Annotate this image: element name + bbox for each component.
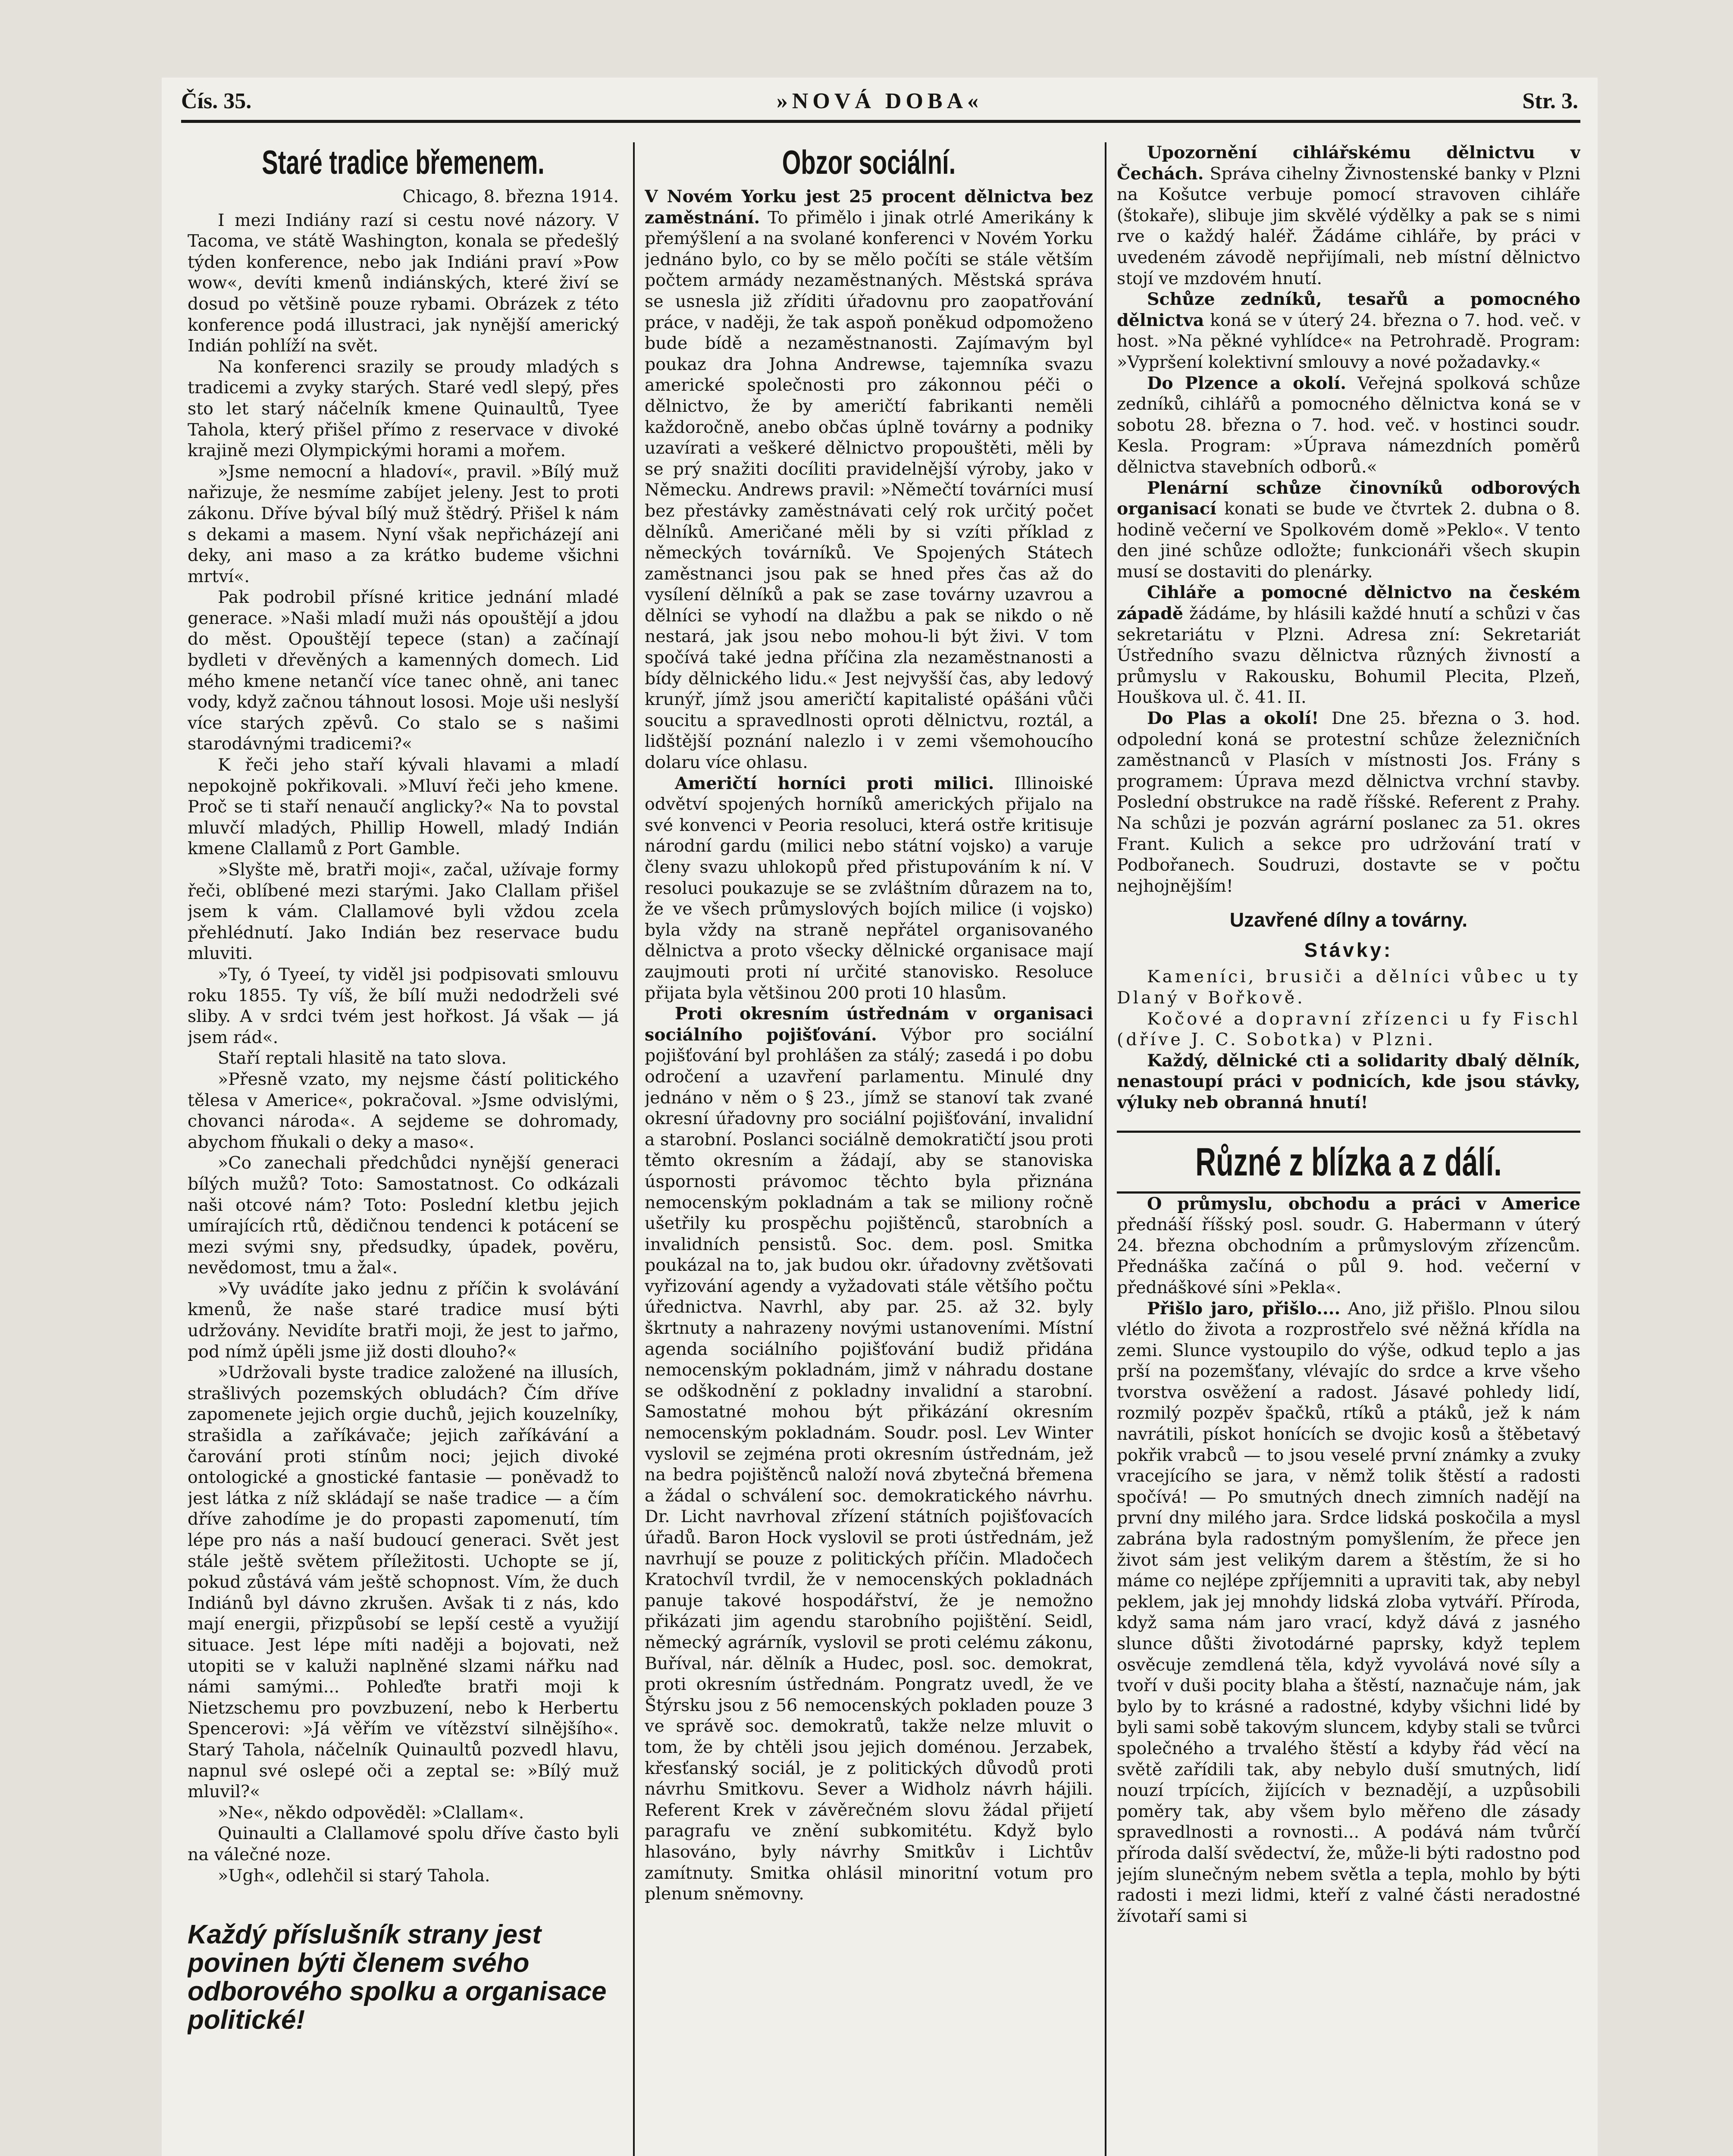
misc-text: Ano, již přišlo. Plnou silou vlétlo do života a rozprostřelo své něžná křídla na zemi. Slunce vystoupilo do výše, odkud teplo a jas prší na pozemšťany, vlévajíc do srdce a krve všeho tvorstva osvěžení a radost. Jásavé pohledy lidí, rozmilý pozpěv špačků, rtíků a ptáků, jež k nám navrátili, pískot honících se dvojic kosů a štěbetavý pokřik vrabců — to jsou veselé první známky a zvuky vracejícího se jara, v němž tolik štěstí a radosti spočívá! — Po smutných dnech zimních nadějí na první dny milého jara. Srdce lidská poskočila a mysl zabrána byla radostným pomyšlením, že přece jen život sám jest velikým darem a štěstím, že si ho máme co nejlépe zpříjemniti a upraviti tak, aby nebyl peklem, jak jej mnohdy lidská zloba vytváří. Příroda, když sama nám jaro vrací, když dává z jasného slunce důšti životodárné paprsky, když teplem osvěcuje zemdlená těla, když vyvolává nové síly a tvoří v duši pocity blaha a štěstí, naznačuje nám, jak bylo by to krásné a radostné, kdyby všichni lidé by byli sami sobě takovým sluncem, kdyby stali se tvůrci společného a trvalého štěstí a kdyby řád věcí na světě zařídili tak, aby nebylo duší smutných, lidí nouzí trpících, žijících v beznadějí, a uzpůsobili poměry tak, aby všem bylo měřeno dle zásady spravedlnosti a rovnosti... A podává nám tvůrčí příroda další svědectví, že, může-li býti radostno pod jejím slunečným nebem světla a tepla, mohlo by býti radosti i mezi lidmi, kteří z valné části neradostné žívotaří sami si bbox=[1117, 1298, 1580, 1926]
article-paragraph: »Ty, ó Tyeeí, ty viděl jsi podpisovati smlouvu roku 1855. Ty víš, že bílí muži nedodrželi své sliby. A v srdci tvém jest hořkost. Já však — já jsem rád«. bbox=[188, 964, 619, 1047]
page-number: Str. 3. bbox=[1522, 89, 1578, 113]
notice-text: konati se bude ve čtvrtek 2. dubna o 8. hodině večerní ve Spolkovém domě »Peklo«. V tento den jiné schůze odložte; funkcionáři všech skupin musí se dostaviti do plenárky. bbox=[1117, 499, 1580, 582]
notice-text: Správa cihelny Živnostenské banky v Plzni na Košutce verbuje pomocí stravoven cihláře (štokaře), slibuje jim skvělé výdělky a pak se s nimi rve o každý haléř. Žádáme cihláře, by práci v uvedeném závodě nepřijímali, neb místní dělnictvo stojí ve mzdovém hnutí. bbox=[1117, 163, 1580, 288]
notice-text: žádáme, by hlásili každé hnutí a schůzi v čas sekretariátu v Plzni. Adresa zní: Sekretariát Ústředního svazu dělnictva různých živností a průmyslu v Rakousku, Bohumil Plecita, Plzeň, Houškova ul. č. 41. II. bbox=[1117, 604, 1580, 708]
article-paragraph: K řeči jeho staří kývali hlavami a mladí nepokojně pokřikovali. »Mluví řeči jeho kmene. Proč se ti staří nenaučí anglicky?« Na to povstal mluvčí mladých, Phillip Howell, mladý Indián kmene Clallamů z Port Gamble. bbox=[188, 755, 619, 859]
strike-item: Kameníci, brusiči a dělníci vůbec u ty Dlaný v Bořkově. bbox=[1117, 967, 1580, 1008]
article-headline: Staré tradice břemenem. bbox=[262, 143, 545, 181]
misc-lead: O průmyslu, obchodu a práci v Americe bbox=[1147, 1194, 1580, 1214]
notice-item bbox=[1117, 289, 1580, 373]
notice-lead: Do Plzence a okolí. bbox=[1147, 373, 1346, 393]
notice-item bbox=[1117, 478, 1580, 583]
news-item-lead: Proti okresním ústřednám v organisaci sociálního pojišťování. bbox=[645, 1004, 1093, 1045]
misc-item bbox=[1117, 1194, 1580, 1298]
column-2 bbox=[645, 142, 1093, 2156]
misc-item bbox=[1117, 1298, 1580, 1927]
article-paragraph: »Co zanechali předchůdci nynější generaci bílých mužů? Toto: Samostatnost. Co odkázali naši otcové nám? Toto: Poslední kletbu jejich umírajících rtů, dědičnou tendenci k potácení se mezi svými sny, předsudky, úpadek, pověru, nevědomost, tmu a žal«. bbox=[188, 1153, 619, 1278]
closed-shops-heading: Uzavřené dílny a továrny. bbox=[1229, 909, 1468, 931]
article-paragraph: »Slyšte mě, bratři moji«, začal, užívaje formy řeči, oblíbené mezi starými. Jako Clallam přišel jsem k vám. Clallamové byli vždou zcela přehlédnutí. Jako Indián bez reservace budu mluviti. bbox=[188, 860, 619, 964]
news-item-lead: Američtí horníci proti milici. bbox=[675, 773, 994, 793]
notice-item bbox=[1117, 708, 1580, 896]
dateline: Chicago, 8. března 1914. bbox=[402, 187, 619, 207]
notice-lead: Do Plas a okolí! bbox=[1147, 708, 1319, 729]
news-item-text: Illinoiské odvětví spojených horníků amerických přijalo na své konvenci v Peoria resoluci, která ostře kritisuje národní gardu (milici nebo státní vojsko) a varuje členy svazu uhlokopů před přistupováním k ní. V resoluci poukazuje se se zvláštním důrazem na to, že ve všech průmyslových bojích milice (i vojsko) byla vždy na straně nepřátel organisovaného dělnictva a proto všecky dělnické organisace mají zaujmouti proti ní určité stanovisko. Resoluce přijata byla většinou 200 proti 10 hlasům. bbox=[645, 773, 1093, 1003]
article-paragraph: »Vy uvádíte jako jednu z příčin k svolávání kmenů, že naše staré tradice musí býti udržovány. Nevidíte bratři moji, že jest to jařmo, pod nímž úpěli jsme již dosti dlouho?« bbox=[188, 1279, 619, 1362]
notice-item bbox=[1117, 373, 1580, 478]
section-heading-box bbox=[1117, 1131, 1580, 1194]
article-paragraph: »Udržovali byste tradice založené na illusích, strašlivých pozemských obludách? Čím dříve zapomenete jejich orgie duchů, jejich kouzelníky, strašidla a zaříkávače; jejich zaříkávání a čarování proti stínům noci; jejich divoké ontologické a gnostické fantasie — poněvadž to jest látka z níž skládají se naše tradice — a čím dříve zahodíme je do propasti zapomenutí, tím lépe pro nás a naší budoucí generaci. Svět jest stále ještě světem příležitosti. Uchopte se jí, pokud zůstává vám ještě schopnost. Vím, že duch Indiánů byl dávno zkrušen. Avšak ti z nás, kdo mají energii, přizpůsobí se lepší cestě a využijí situace. Jest lépe míti naději a bojovati, než utopiti se v kaluži naplněné slzami nářku nad námi samými... Pohleďte bratři moji k Nietzschemu pro povzbuzení, nebo k Herbertu Spencerovi: »Já věřím ve vítězství silnějšího«. Starý Tahola, náčelník Quinaultů pozvedl hlavu, napnul své oslepé oči a zeptal se: »Bílý muž mluvil?« bbox=[188, 1363, 619, 1802]
news-item bbox=[645, 186, 1093, 773]
notice-lead: Upozornění cihlářskému dělnictvu v Čechách. bbox=[1117, 143, 1580, 184]
column-3 bbox=[1117, 142, 1580, 2156]
party-appeal: Každý příslušník strany jest povinen býti členem svého odborového spolku a organisace politické! bbox=[188, 1920, 607, 2035]
notice-item bbox=[1117, 582, 1580, 708]
article-paragraph: »Přesně vzato, my nejsme částí politického tělesa v Americe«, pokračoval. »Jsme odvislými, chovanci národa«. A sejdeme se dohromady, abychom fňukali o deky a maso«. bbox=[188, 1069, 619, 1152]
issue-number: Čís. 35. bbox=[181, 89, 252, 113]
article-paragraph: »Ne«, někdo odpověděl: »Clallam«. bbox=[218, 1802, 524, 1823]
column-1 bbox=[188, 142, 619, 2156]
article-paragraph: Quinaulti a Clallamové spolu dříve často byli na válečné noze. bbox=[188, 1824, 619, 1865]
column-divider-2 bbox=[1105, 142, 1106, 2156]
newspaper-title: »NOVÁ DOBA« bbox=[776, 89, 983, 113]
news-item-text: To přimělo i jinak otrlé Amerikány k přemýšlení a na svolané konferenci v Novém Yorku jednáno bylo, co by se mělo počíti se stále větším počtem armády nezaměstnaných. Městská správa se usnesla již zříditi úřadovnu pro zaopatřování práce, v naději, že tak aspoň poněkud odpomoženo bude bídě a nezaměstnanosti. Zajímavým byl poukaz dra Johna Andrewse, tajemníka svazu americké společnosti pro zákonnou péči o dělnictvo, že by američtí fabrikanti neměli každoročně, anebo občas úplně továrny a podniky uzavírati a veškeré dělnictvo propouštěti, měli by se prý snažiti docíliti pravidelnější výroby, jako v Německu. Andrews pravil: »Němečtí továrníci musí bez přestávky zaměstnávati celý rok určitý počet dělníků. Američané měli by si vzíti příklad z německých továrníků. Ve Spojených Státech zaměstnanci jsou pak se hned přes čas až do vysílení dělníků a pak se zase továrny uzavrou a dělníci se vyhodí na dlažbu a pak se nikdo o ně nestará, jak jsou nebo mohou-li být živi. V tom spočívá také jedna příčina zla nezaměstnanosti a bídy dělnického lidu.« Jest nejvyšší čas, aby ledový krunýř, jímž jsou američtí kapitalisté opášáni vůči soucitu a spravedlnosti oproti dělnictvu, roztál, a lidštější poznání nalezlo i v zemi všemohoucího dolaru více ohlasu. bbox=[645, 207, 1093, 773]
article-paragraph: »Ugh«, odlehčil si starý Tahola. bbox=[218, 1865, 490, 1886]
notice-text: Veřejná spolková schůze zedníků, cihlářů a pomocného dělnictva koná se v sobotu 28. března o 7. hod. več. v hostinci soudr. Kesla. Program: »Úprava námezdních poměrů dělnictva stavebních odborů.« bbox=[1117, 373, 1580, 477]
article-paragraph: Na konferenci srazily se proudy mladých s tradicemi a zvyky starých. Staré vedl slepý, přes sto let starý náčelník kmene Quinaultů, Tyee Tahola, který přišel přímo z reservace v divoké krajině mezi Olympickými horami a mořem. bbox=[188, 357, 619, 461]
misc-lead: Přišlo jaro, přišlo.... bbox=[1147, 1298, 1341, 1319]
notice-text: koná se v úterý 24. března o 7. hod. več. v host. »Na pěkné vyhlídce« na Petrohradě. Program: »Vypršení kolektivní smlouvy a nové požadavky.« bbox=[1117, 310, 1580, 372]
notice-lead: Plenární schůze činovníků odborových organisací bbox=[1117, 478, 1580, 519]
notice-lead: Cihláře a pomocné dělnictvo na českém západě bbox=[1117, 583, 1580, 624]
section-headline: Různé z blízka a z dálí. bbox=[1195, 1140, 1502, 1184]
news-item-text: Výbor pro sociální pojišťování byl prohlášen za stálý; zasedá i po dobu odročení a uzavření parlamentu. Minulé dny jednáno v něm o § 23., jímž se stanoví tak zvané okresní úřadovny pro sociální pojišťování, invalidní a starobní. Poslanci sociálně demokratičtí jsou proti těmto okresním a žádají, aby se stanoviska úspornosti právomoc těchto byla přiznána nemocenským pokladnám a tak se miliony ročně ušetřily ku prospěchu pojištěnců, starobních a invalidních pensistů. Soc. dem. posl. Smitka poukázal na to, jak budou okr. úřadovny zvětšovati vyřizování agendy a vyžadovati stále většího počtu úřednictva. Navrhl, aby par. 25. až 32. byly škrtnuty a nahrazeny novými ustanoveními. Místní agenda sociálního pojišťování budiž přidána nemocenským pokladnám, jimž v náhradu dostane se odškodnění z pokladny invalidní a starobní. Samostatné mohou být přikázání okresním nemocenským pokladnám. Soudr. posl. Lev Winter vyslovil se zejména proti okresním ústřednám, jež na bedra pojištěnců naloží nová zbytečná břemena a žádal o schválení soc. demokratického návrhu. Dr. Licht navrhoval zřízení státních pojišťovacích úřadů. Baron Hock vyslovil se proti ústřednám, jež navrhují se pouze z politických příčin. Mladočech Kratochvíl tvrdil, že v nemocenských pokladnách panuje takové hospodářství, že je nemožno přikázati jim agendu starobního pojištění. Seidl, německý agrárník, vyslovil se proti celému zákonu, Buříval, nár. dělník a Hudec, posl. soc. demokrat, proti okresním ústřednám. Pongratz uvedl, že ve Štýrsku jsou z 56 nemocenských pokladen pouze 3 ve správě soc. demokratů, takže nelze mluvit o tom, že by chtěli jsou jejich doménou. Jerzabek, křesťanský sociál, je z politických důvodů proti návrhu Smitkovu. Sever a Widholz návrh hájili. Referent Krek v závěrečném slovu žádal přijetí paragrafu ve znění subkomitétu. Když bylo hlasováno, byly návrhy Smitkův i Lichtův zamítnuty. Smitka ohlásil minoritní votum pro plenum sněmovny. bbox=[645, 1025, 1093, 1904]
misc-text: přednáší říšský posl. soudr. G. Habermann v úterý 24. března obchodním a průmyslovým zřízencům. Přednáška začíná o půl 9. hod. večerní v přednáškové síni »Pekla«. bbox=[1117, 1215, 1580, 1297]
article-paragraph: Pak podrobil přísné kritice jednání mladé generace. »Naši mladí muži nás opouštějí a jdou do měst. Opouštějí tepece (stan) a začínají bydleti v dřevěných a kamenných domech. Lid mého kmene netančí více tanec ohně, ani tanec vody, když začnou táhnout lososi. Moje uši neslyší více starých zpěvů. Co stalo se s našimi starodávnými tradicemi?« bbox=[188, 587, 619, 754]
strikes-heading: Stávky: bbox=[1304, 939, 1393, 962]
notice-text: Dne 25. března o 3. hod. odpolední koná se protestní schůze železničních zaměstnanců v Plasích v místnosti Jos. Frány s programem: Úprava mezd dělnictva vrchní stavby. Poslední obstrukce na radě říšské. Referent z Prahy. Na schůzi je pozván agrární poslanec za 51. okres Frant. Kulich a sekce pro udržování tratí v Podbořanech. Soudruzi, dostavte se v počtu nejhojnějším! bbox=[1117, 708, 1580, 896]
masthead bbox=[181, 88, 1578, 119]
news-item bbox=[645, 1003, 1093, 1905]
article-paragraph: I mezi Indiány razí si cestu nové názory. V Tacoma, ve státě Washington, konala se předešlý týden konference, nebo jak Indiáni praví »Pow wow«, devíti kmenů indiánských, které živí se dosud po většině pouze rybami. Obrázek z této konference podá illustraci, jak nynější americký Indián pohlíží na svět. bbox=[188, 210, 619, 356]
masthead-rule bbox=[181, 120, 1580, 123]
article-paragraph: Staří reptali hlasitě na tato slova. bbox=[218, 1048, 507, 1069]
article-paragraph: »Jsme nemocní a hladoví«, pravil. »Bílý muž nařizuje, že nesmíme zabíjet jeleny. Jest to proti zákonu. Dříve býval bílý muž štědrý. Přišel k nám s dekami a masem. Nyní však nepřicházejí ani deky, ani maso a za krátko budeme všichni mrtví«. bbox=[188, 461, 619, 586]
section-headline: Obzor sociální. bbox=[782, 143, 956, 181]
news-item bbox=[645, 773, 1093, 1004]
notice-item bbox=[1117, 142, 1580, 289]
strike-item: Kočové a dopravní zřízenci u fy Fischl (dříve J. C. Sobotka) v Plzni. bbox=[1117, 1009, 1580, 1050]
solidarity-note: Každý, dělnické cti a solidarity dbalý dělník, nenastoupí práci v podnicích, kde jsou stávky, výluky neb obranná hnutí! bbox=[1117, 1050, 1580, 1112]
news-item-lead: V Novém Yorku jest 25 procent dělnictva bez zaměstnání. bbox=[645, 187, 1093, 228]
notice-lead: Schůze zedníků, tesařů a pomocného dělnictva bbox=[1117, 289, 1580, 330]
column-divider-1 bbox=[633, 142, 635, 2156]
